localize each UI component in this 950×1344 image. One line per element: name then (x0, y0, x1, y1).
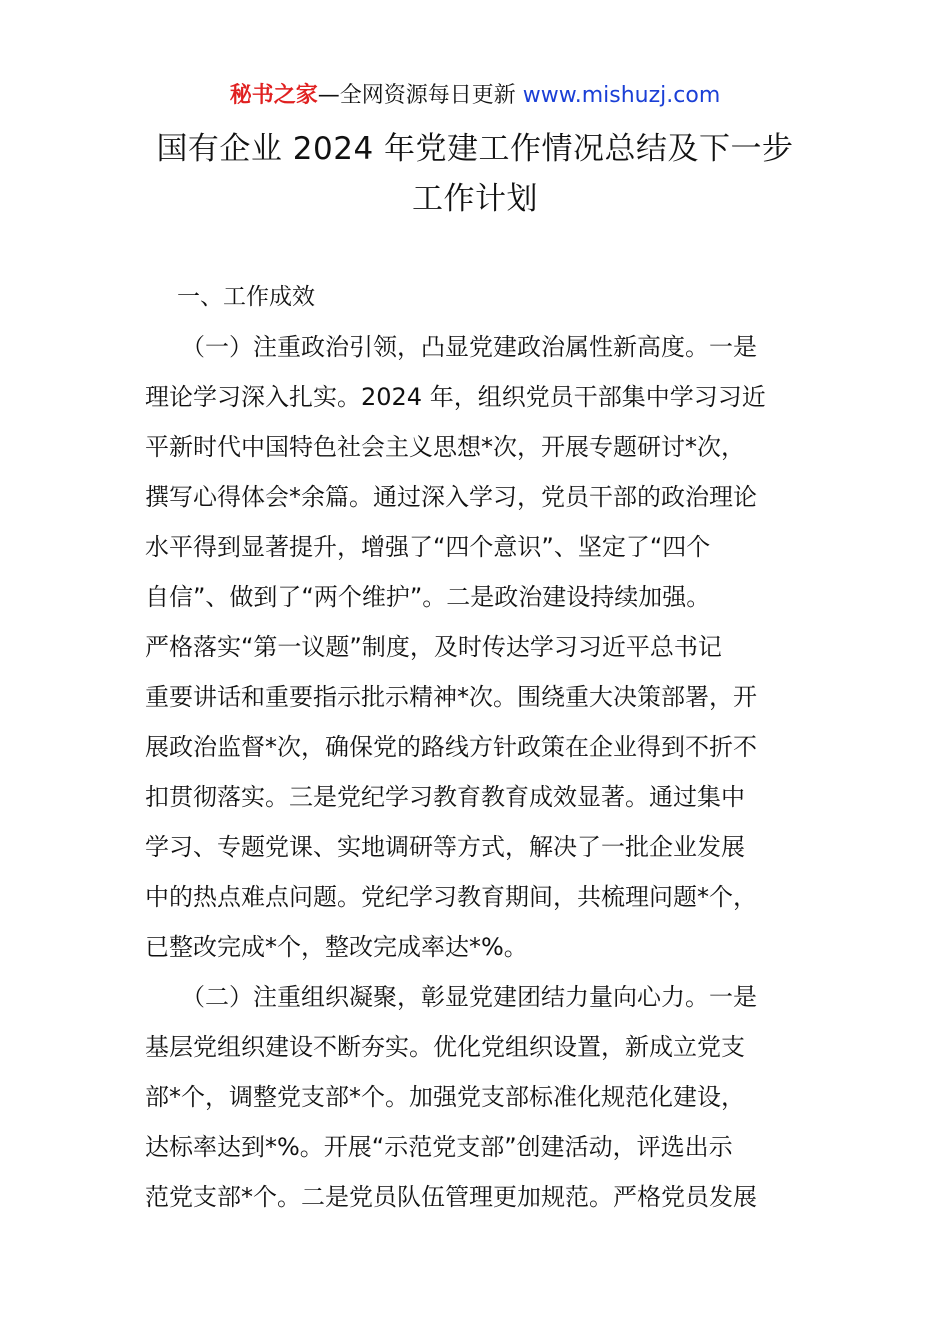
text-line: 严格落实“第一议题”制度，及时传达学习习近平总书记 (145, 633, 722, 661)
text-line: 自信”、做到了“两个维护”。二是政治建设持续加强。 (145, 583, 711, 611)
text-line: 范党支部*个。二是党员队伍管理更加规范。严格党员发展 (145, 1183, 757, 1211)
text-line: 达标率达到*%。开展“示范党支部”创建活动，评选出示 (145, 1133, 733, 1161)
banner-brand: 秘书之家 (229, 83, 318, 108)
text-line: 水平得到显著提升，增强了“四个意识”、坚定了“四个 (145, 533, 711, 561)
paragraph-lines (145, 322, 810, 1222)
text-line: 理论学习深入扎实。2024 年，组织党员干部集中学习习近 (145, 383, 766, 411)
text-line: 平新时代中国特色社会主义思想*次，开展专题研讨*次， (145, 433, 745, 461)
text-line: 已整改完成*个，整改完成率达*%。 (145, 933, 528, 961)
banner-slogan: —全网资源每日更新 (317, 83, 523, 108)
title-line-1: 国有企业 2024 年党建工作情况总结及下一步 (156, 131, 794, 167)
text-line: 扣贯彻落实。三是党纪学习教育教育成效显著。通过集中 (145, 783, 745, 811)
title-line-2: 工作计划 (412, 181, 538, 217)
document-title (100, 124, 850, 224)
text-line: 基层党组织建设不断夯实。优化党组织设置，新成立党支 (145, 1033, 745, 1061)
text-line: 学习、专题党课、实地调研等方式，解决了一批企业发展 (145, 833, 745, 861)
text-line: 展政治监督*次，确保党的路线方针政策在企业得到不折不 (145, 733, 757, 761)
text-line: （一）注重政治引领，凸显党建政治属性新高度。一是 (181, 333, 757, 361)
text-line: 中的热点难点问题。党纪学习教育期间，共梳理问题*个， (145, 883, 757, 911)
section-heading: 一、工作成效 (177, 284, 315, 310)
site-banner (0, 80, 950, 112)
text-line: 部*个，调整党支部*个。加强党支部标准化规范化建设， (145, 1083, 745, 1111)
text-line: （二）注重组织凝聚，彰显党建团结力量向心力。一是 (181, 983, 757, 1011)
banner-url[interactable]: www.mishuzj.com (522, 83, 721, 108)
text-line: 撰写心得体会*余篇。通过深入学习，党员干部的政治理论 (145, 483, 757, 511)
text-line: 重要讲话和重要指示批示精神*次。围绕重大决策部署，开 (145, 683, 757, 711)
